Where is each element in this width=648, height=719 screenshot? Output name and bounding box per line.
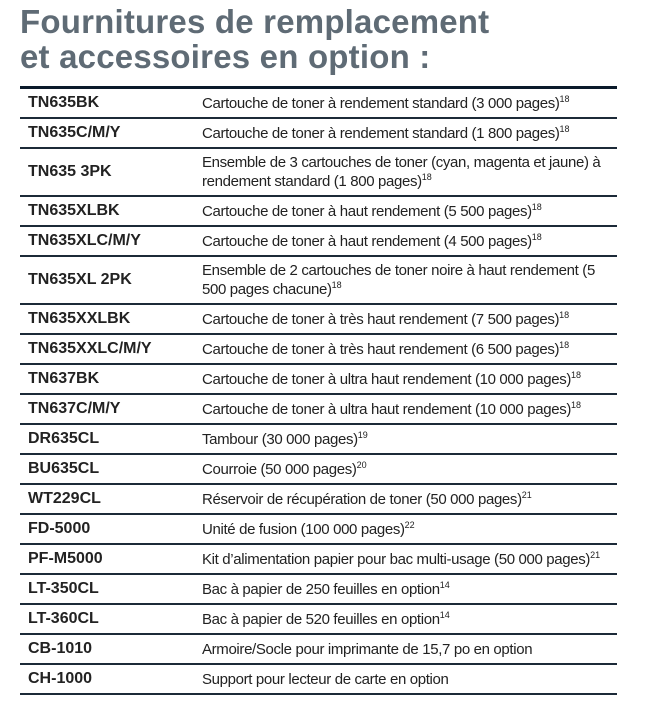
product-code: TN635XXLBK xyxy=(20,304,202,334)
table-row xyxy=(20,664,617,694)
footnote-ref: 14 xyxy=(439,609,450,620)
description-text: Cartouche de toner à ultra haut rendement (10 000 pages) xyxy=(202,370,571,388)
product-description xyxy=(202,574,617,604)
table-row xyxy=(20,394,617,424)
product-description xyxy=(202,88,617,119)
table-row xyxy=(20,88,617,119)
description-text: Cartouche de toner à haut rendement (5 500 pages) xyxy=(202,202,532,220)
product-code: DR635CL xyxy=(20,424,202,454)
product-description xyxy=(202,334,617,364)
footnote-ref: 18 xyxy=(531,231,542,242)
product-code: LT-350CL xyxy=(20,574,202,604)
description-text: Cartouche de toner à rendement standard (3 000 pages) xyxy=(202,94,560,112)
footnote-ref: 21 xyxy=(521,489,532,500)
description-text: Cartouche de toner à ultra haut rendement (10 000 pages) xyxy=(202,400,571,418)
footnote-ref: 20 xyxy=(356,459,367,470)
description-text: Tambour (30 000 pages) xyxy=(202,430,358,448)
product-description xyxy=(202,484,617,514)
description-text: Bac à papier de 520 feuilles en option xyxy=(202,610,440,628)
table-row xyxy=(20,634,617,664)
description-text: Ensemble de 2 cartouches de toner noire à haut rendement (5 500 pages chacune) xyxy=(202,262,595,298)
product-description xyxy=(202,424,617,454)
product-code: CB-1010 xyxy=(20,634,202,664)
product-description xyxy=(202,118,617,148)
product-description xyxy=(202,604,617,634)
footnote-ref: 18 xyxy=(559,339,570,350)
table-row xyxy=(20,304,617,334)
footnote-ref: 18 xyxy=(531,201,542,212)
table-row xyxy=(20,196,617,226)
product-code: TN635 3PK xyxy=(20,148,202,196)
product-code: WT229CL xyxy=(20,484,202,514)
product-code: TN635C/M/Y xyxy=(20,118,202,148)
table-row xyxy=(20,574,617,604)
description-text: Support pour lecteur de carte en option xyxy=(202,670,449,688)
product-description xyxy=(202,634,617,664)
table-row xyxy=(20,454,617,484)
table-row xyxy=(20,226,617,256)
table-row xyxy=(20,148,617,196)
product-code: FD-5000 xyxy=(20,514,202,544)
product-code: TN635XLC/M/Y xyxy=(20,226,202,256)
footnote-ref: 14 xyxy=(439,579,450,590)
description-text: Cartouche de toner à rendement standard (1 800 pages) xyxy=(202,124,560,142)
footnote-ref: 21 xyxy=(590,549,601,560)
product-description xyxy=(202,256,617,304)
page-title xyxy=(20,4,489,74)
description-text: Courroie (50 000 pages) xyxy=(202,460,357,478)
product-description xyxy=(202,664,617,694)
footnote-ref: 18 xyxy=(421,172,432,182)
product-code: TN637C/M/Y xyxy=(20,394,202,424)
product-code: TN635XLBK xyxy=(20,196,202,226)
footnote-ref: 18 xyxy=(571,369,582,380)
description-text: Armoire/Socle pour imprimante de 15,7 po en option xyxy=(202,640,533,658)
description-text: Bac à papier de 250 feuilles en option xyxy=(202,580,440,598)
product-code: TN635XXLC/M/Y xyxy=(20,334,202,364)
footnote-ref: 18 xyxy=(559,123,570,134)
page-title-line-2: et accessoires en option : xyxy=(20,38,431,75)
product-code: PF-M5000 xyxy=(20,544,202,574)
product-code: TN635XL 2PK xyxy=(20,256,202,304)
product-description xyxy=(202,454,617,484)
table-row xyxy=(20,364,617,394)
table-row xyxy=(20,118,617,148)
product-code: BU635CL xyxy=(20,454,202,484)
footnote-ref: 18 xyxy=(559,309,570,320)
description-text: Réservoir de récupération de toner (50 000 pages) xyxy=(202,490,522,508)
table-row xyxy=(20,484,617,514)
footnote-ref: 19 xyxy=(357,429,368,440)
product-description xyxy=(202,544,617,574)
product-description xyxy=(202,148,617,196)
table-row xyxy=(20,604,617,634)
product-code: TN637BK xyxy=(20,364,202,394)
table-row xyxy=(20,544,617,574)
description-text: Ensemble de 3 cartouches de toner (cyan, magenta et jaune) à rendement standard (1 800 pages) xyxy=(202,154,601,190)
product-description xyxy=(202,514,617,544)
product-description xyxy=(202,304,617,334)
product-code: LT-360CL xyxy=(20,604,202,634)
product-description xyxy=(202,394,617,424)
description-text: Cartouche de toner à haut rendement (4 500 pages) xyxy=(202,232,532,250)
footnote-ref: 18 xyxy=(559,93,570,104)
product-code: CH-1000 xyxy=(20,664,202,694)
product-description xyxy=(202,196,617,226)
footnote-ref: 18 xyxy=(571,399,582,410)
table-row xyxy=(20,424,617,454)
table-row xyxy=(20,334,617,364)
footnote-ref: 18 xyxy=(331,280,342,290)
footnote-ref: 22 xyxy=(404,519,415,530)
table-row xyxy=(20,514,617,544)
description-text: Kit d’alimentation papier pour bac multi-usage (50 000 pages) xyxy=(202,550,591,568)
product-description xyxy=(202,364,617,394)
description-text: Unité de fusion (100 000 pages) xyxy=(202,520,405,538)
product-code: TN635BK xyxy=(20,88,202,119)
supplies-table xyxy=(20,86,617,695)
product-description xyxy=(202,226,617,256)
description-text: Cartouche de toner à très haut rendement (6 500 pages) xyxy=(202,340,560,358)
table-row xyxy=(20,256,617,304)
page-title-line-1: Fournitures de remplacement xyxy=(20,3,490,40)
description-text: Cartouche de toner à très haut rendement (7 500 pages) xyxy=(202,310,560,328)
